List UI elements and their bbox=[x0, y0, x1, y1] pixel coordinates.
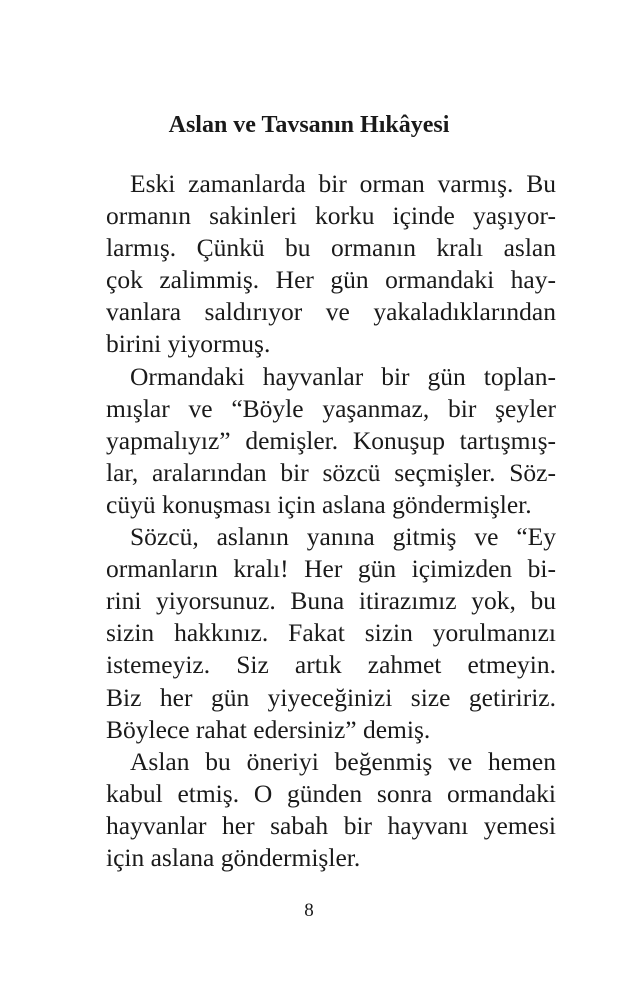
text-line: ormanın sakinleri korku içinde yaşıyor- bbox=[106, 201, 556, 231]
text-line: istemeyiz. Siz artık zahmet etmeyin. bbox=[106, 650, 556, 680]
text-line: Böylece rahat edersiniz” demiş. bbox=[106, 714, 431, 744]
text-line: yapmalıyız” demişler. Konuşup tartışmış- bbox=[106, 425, 556, 455]
text-line: Aslan bu öneriyi beğenmiş ve hemen bbox=[130, 746, 556, 776]
text-line: çok zalimmiş. Her gün ormandaki hay- bbox=[106, 265, 556, 295]
text-line: cüyü konuşması için aslana göndermişler. bbox=[106, 489, 532, 519]
text-line: kabul etmiş. O günden sonra ormandaki bbox=[106, 778, 556, 808]
text-line: larmış. Çünkü bu ormanın kralı aslan bbox=[106, 233, 556, 263]
text-line: rini yiyorsunuz. Buna itirazımız yok, bu bbox=[106, 586, 556, 616]
paragraph bbox=[106, 746, 556, 874]
paragraph bbox=[106, 168, 556, 361]
text-line: Biz her gün yiyeceğinizi size getiririz. bbox=[106, 682, 556, 712]
text-line: sizin hakkınız. Fakat sizin yorulmanızı bbox=[106, 618, 556, 648]
story-title: Aslan ve Tavsanın Hıkâyesi bbox=[168, 112, 450, 138]
text-line: mışlar ve “Böyle yaşanmaz, bir şeyler bbox=[106, 393, 556, 423]
paragraph bbox=[106, 521, 556, 746]
text-line: Ormandaki hayvanlar bir gün toplan- bbox=[130, 361, 556, 391]
text-line: lar, aralarından bir sözcü seçmişler. Söz- bbox=[106, 457, 556, 487]
text-line: için aslana göndermişler. bbox=[106, 842, 361, 872]
story-body bbox=[106, 168, 556, 874]
text-line: Sözcü, aslanın yanına gitmiş ve “Ey bbox=[130, 522, 556, 552]
text-line: vanlara saldırıyor ve yakaladıklarından bbox=[106, 297, 556, 327]
text-line: ormanların kralı! Her gün içimizden bi- bbox=[106, 554, 556, 584]
text-line: hayvanlar her sabah bir hayvanı yemesi bbox=[106, 810, 556, 840]
text-line: birini yiyormuş. bbox=[106, 329, 271, 359]
paragraph bbox=[106, 361, 556, 521]
text-line: Eski zamanlarda bir orman varmış. Bu bbox=[130, 169, 556, 198]
page-number: 8 bbox=[304, 900, 314, 921]
